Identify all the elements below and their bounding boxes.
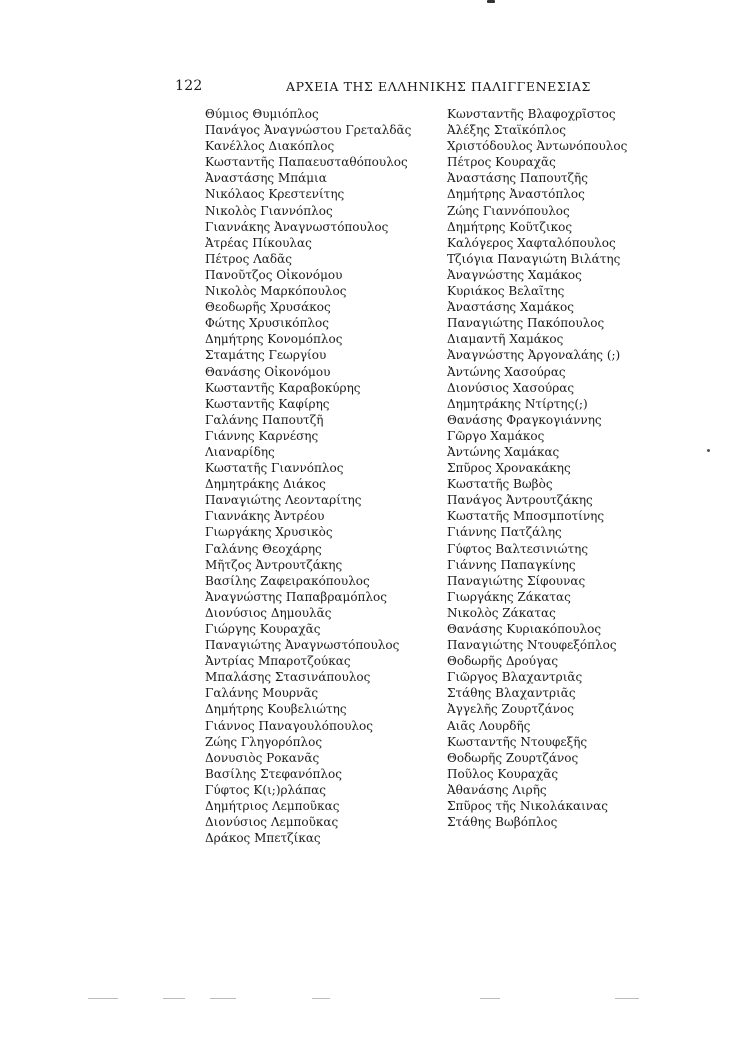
name-entry: Ἀθανάσης Λιρῆς [447,782,547,797]
name-entry: Διαμαντῆ Χαμάκος [447,332,564,347]
name-entry: Γιῶργος Βλαχαντριᾶς [447,670,583,685]
name-entry: Ἀναγνώστης Παπαβραμόπλος [205,589,387,604]
scan-artifact-bottom [312,998,330,999]
name-entry: Ἀναστάσης Μπάμια [205,171,327,186]
name-entry: Παναγιώτης Ἀναγνωστόπουλος [205,638,400,653]
scan-artifact-bottom [480,998,500,999]
left-name-column [205,106,411,846]
name-entry: Κωσταντῆς Παπαευσταθόπουλος [205,155,408,170]
name-entry: Ἀναγνώστης Χαμάκος [447,267,582,282]
name-entry: Πέτρος Λαδᾶς [205,251,292,266]
name-entry: Λιαναρίδης [205,444,275,459]
scan-artifact-bottom [163,998,185,999]
name-entry: Δημήτριος Λεμποῦκας [205,799,340,814]
name-entry: Πανοῦτζος Οἰκονόμου [205,267,343,282]
name-entry: Δημήτρης Κονομόπλος [205,332,343,347]
name-entry: Θοδωρῆς Δρούγας [447,654,559,669]
scan-artifact-bottom [210,998,236,999]
name-entry: Νικολὸς Γιαννόπλος [205,203,333,218]
name-entry: Γιωργάκης Χρυσικὸς [205,525,333,540]
name-entry: Κωστατῆς Γιαννόπλος [205,461,344,476]
name-entry: Κανέλλος Διακόπλος [205,139,335,154]
name-entry: Σταμάτης Γεωργίου [205,348,327,363]
name-entry: Κυριάκος Βελαῖτης [447,284,565,299]
name-entry: Ζώης Γιαννόπουλος [447,203,570,218]
name-entry: Θανάσης Φραγκογιάννης [447,412,602,427]
name-entry: Αιᾶς Λουρδῆς [447,718,531,733]
name-entry: Ἀτρέας Πίκουλας [205,235,312,250]
name-entry: Ζώης Γληγορόπλος [205,734,323,749]
name-entry: Κωστατῆς Βωβὸς [447,477,553,492]
name-entry: Γαλάνης Μουρνᾶς [205,686,319,701]
name-entry: Πανάγος Ἀναγνώστου Γρεταλδᾶς [205,123,412,138]
name-entry: Ἀναγνώστης Ἀργοναλάης (;) [447,348,621,363]
name-entry: Ἀντώνης Χασούρας [447,364,566,379]
right-name-column [447,106,627,830]
name-entry: Χριστόδουλος Ἀντωνόπουλος [447,139,628,154]
name-entry: Θανάσης Οἰκονόμου [205,364,331,379]
name-entry: Ἀναστάσης Χαμάκος [447,300,574,315]
scan-artifact-bottom [88,998,118,999]
name-entry: Θύμιος Θυμιόπλος [205,107,319,121]
name-entry: Βασίλης Στεφανόπλος [205,766,342,781]
name-entry: Δημήτρης Ἀναστόπλος [447,187,585,202]
name-entry: Διονύσιος Δημουλᾶς [205,605,332,620]
name-entry: Ποῦλος Κουραχᾶς [447,766,559,781]
name-entry: Γιάννης Καρνέσης [205,428,319,443]
name-entry: Παναγιώτης Λεονταρίτης [205,493,362,508]
name-entry: Φώτης Χρυσικόπλος [205,316,329,331]
name-entry: Μῆτζος Ἀντρουτζάκης [205,557,343,572]
name-entry: Διονύσιος Λεμποῦκας [205,815,339,830]
name-entry: Δονυσιὸς Ροκανᾶς [205,750,320,765]
name-entry: Γαλάνης Παπουτζῆ [205,412,324,427]
name-entry: Δημητράκης Ντίρτης(;) [447,396,588,411]
name-entry: Νικολὸς Μαρκόπουλος [205,284,347,299]
scan-artifact-bottom [615,998,639,999]
name-entry: Κωστατῆς Μποσμποτίνης [447,509,605,524]
name-entry: Δημητράκης Διάκος [205,477,326,492]
name-entry: Δράκος Μπετζίκας [205,831,321,846]
name-entry: Γύφτος Βαλτεσινιώτης [447,541,589,556]
name-entry: Στάθης Βλαχαντριᾶς [447,686,576,701]
running-title: ΑΡΧΕΙΑ ΤΗΣ ΕΛΛΗΝΙΚΗΣ ΠΑΛΙΓΓΕΝΕΣΙΑΣ [286,79,591,94]
name-entry: Στάθης Βωβόπλος [447,815,558,830]
name-entry: Ἀντρίας Μπαροτζούκας [205,654,351,669]
name-entry: Σπῦρος τῆς Νικολάκαινας [447,799,608,814]
name-entry: Καλόγερος Χαφταλόπουλος [447,235,616,250]
name-entry: Γιωργάκης Ζάκατας [447,589,571,604]
name-entry: Μπαλάσης Στασινάπουλος [205,670,371,685]
name-entry: Τζιόγια Παναγιώτη Βιλάτης [447,251,621,266]
name-entry: Πανάγος Ἀντρουτζάκης [447,493,593,508]
name-entry: Νικολὸς Ζάκατας [447,605,556,620]
name-entry: Νικόλαος Κρεστενίτης [205,187,345,202]
name-entry: Παναγιώτης Σίφουνας [447,573,586,588]
name-entry: Πέτρος Κουραχᾶς [447,155,556,170]
name-entry: Κωνσταντῆς Βλαφοχρῖστος [447,107,616,121]
name-entry: Δημήτρης Κοῦτζικος [447,219,573,234]
name-entry: Γιαννάκης Ἀναγνωστόπουλος [205,219,389,234]
name-entry: Ἀγγελῆς Ζουρτζάνος [447,702,574,717]
name-entry: Γῶργο Χαμάκος [447,428,545,443]
name-entry: Θοδωρῆς Ζουρτζάνος [447,750,579,765]
name-entry: Γιώργης Κουραχᾶς [205,622,321,636]
name-entry: Κωσταντῆς Καραβοκύρης [205,380,361,395]
name-entry: Θανάσης Κυριακόπουλος [447,622,602,636]
name-entry: Γιαννάκης Ἀντρέου [205,509,325,524]
name-entry: Γύφτος Κ(ι;)ρλάπας [205,782,326,797]
scan-artifact-top [487,0,495,3]
name-entry: Παναγιώτης Ντουφεξόπλος [447,638,617,653]
scan-speck [707,449,710,452]
name-entry: Κωσταντῆς Καφίρης [205,396,330,411]
name-entry: Ἀναστάσης Παπουτζῆς [447,171,588,186]
name-entry: Δημήτρης Κουβελιώτης [205,702,347,717]
name-entry: Γαλάνης Θεοχάρης [205,541,322,556]
name-entry: Ἀλέξης Σταϊκόπλος [447,123,566,138]
name-entry: Θεοδωρῆς Χρυσάκος [205,300,331,315]
name-entry: Ἀντώνης Χαμάκας [447,444,560,459]
name-entry: Κωσταντῆς Ντουφεξῆς [447,734,588,749]
name-entry: Διονύσιος Χασούρας [447,380,575,395]
page-number: 122 [175,78,203,94]
name-entry: Γιάννης Πατζάλης [447,525,562,540]
name-entry: Παναγιώτης Πακόπουλος [447,316,605,331]
name-entry: Σπῦρος Χρονακάκης [447,461,571,476]
name-entry: Γιάννος Παναγουλόπουλος [205,718,373,733]
name-entry: Βασίλης Ζαφειρακόπουλος [205,573,370,588]
name-entry: Γιάννης Παπαγκίνης [447,557,576,572]
